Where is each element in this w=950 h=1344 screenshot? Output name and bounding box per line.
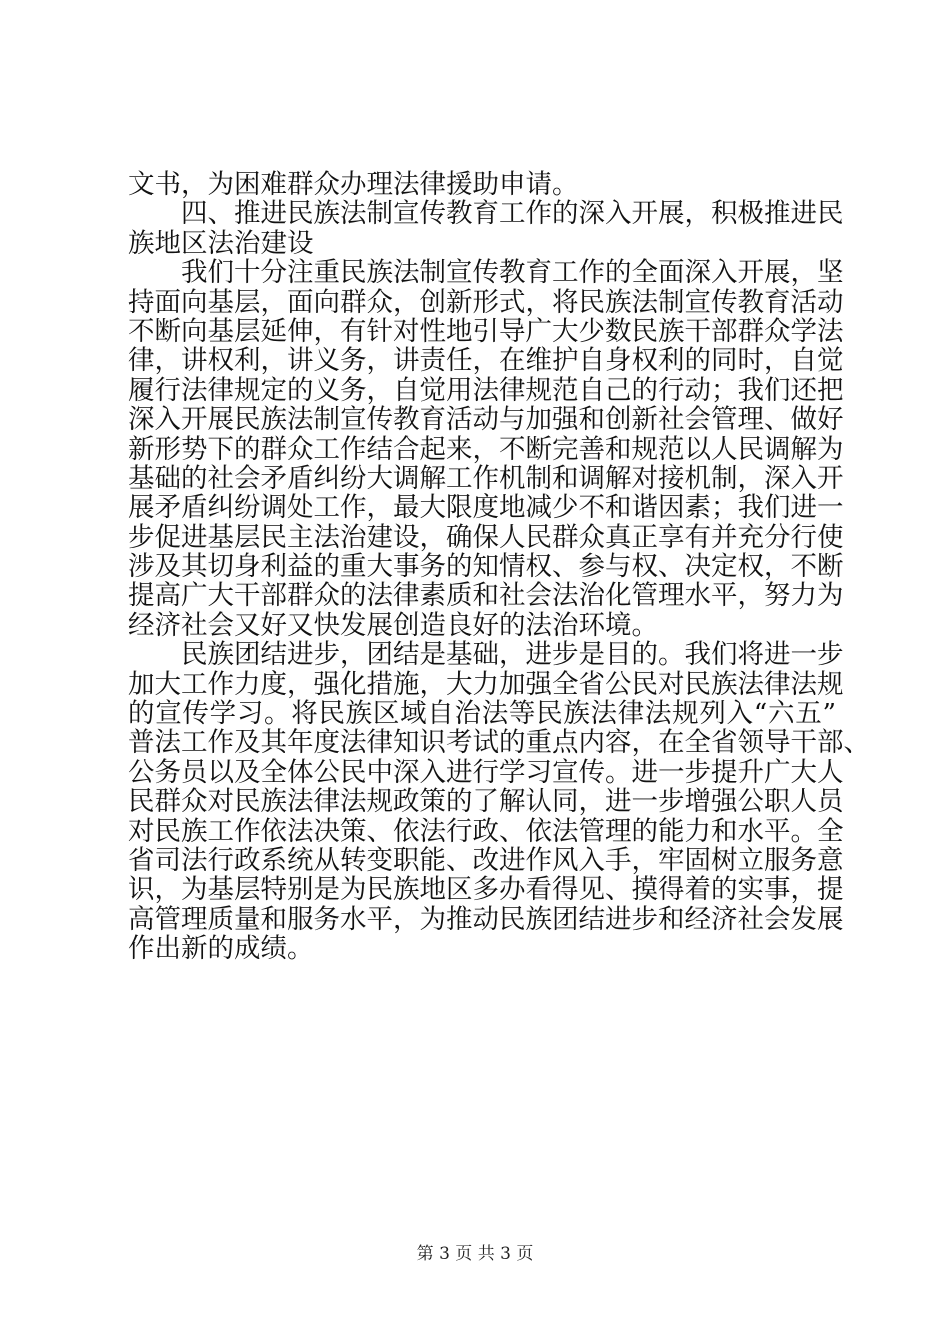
- text-line: 族地区法治建设: [128, 227, 314, 259]
- text-line: 高管理质量和服务水平，为推动民族团结进步和经济社会发展: [128, 903, 844, 935]
- text-line: 展矛盾纠纷调处工作，最大限度地减少不和谐因素；我们进一: [128, 492, 844, 524]
- text-line: 履行法律规定的义务，自觉用法律规范自己的行动；我们还把: [128, 374, 844, 406]
- text-line: 作出新的成绩。: [128, 933, 314, 965]
- text-line: 普法工作及其年度法律知识考试的重点内容，在全省领导干部、: [128, 727, 870, 759]
- text-line: 步促进基层民主法治建设，确保人民群众真正享有并充分行使: [128, 521, 844, 553]
- text-line: 持面向基层，面向群众，创新形式，将民族法制宣传教育活动: [128, 286, 844, 318]
- text-line: 基础的社会矛盾纠纷大调解工作机制和调解对接机制，深入开: [128, 462, 844, 494]
- text-line: 涉及其切身利益的重大事务的知情权、参与权、决定权，不断: [128, 551, 844, 583]
- text-line: 不断向基层延伸，有针对性地引导广大少数民族干部群众学法: [128, 315, 844, 347]
- text-line: 民群众对民族法律法规政策的了解认同，进一步增强公职人员: [128, 786, 844, 818]
- text-line: 识，为基层特别是为民族地区多办看得见、摸得着的实事，提: [128, 874, 844, 906]
- text-line: 公务员以及全体公民中深入进行学习宣传。进一步提升广大人: [128, 756, 844, 788]
- text-line: 加大工作力度，强化措施，大力加强全省公民对民族法律法规: [128, 668, 844, 700]
- text-line: 经济社会又好又快发展创造良好的法治环境。: [128, 609, 658, 641]
- text-line: 民族团结进步，团结是基础，进步是目的。我们将进一步: [128, 639, 844, 671]
- page-footer: 第 3 页 共 3 页: [416, 1244, 534, 1264]
- text-line: 新形势下的群众工作结合起来，不断完善和规范以人民调解为: [128, 433, 844, 465]
- text-line: 提高广大干部群众的法律素质和社会法治化管理水平，努力为: [128, 580, 844, 612]
- text-line: 我们十分注重民族法制宣传教育工作的全面深入开展，坚: [128, 257, 844, 289]
- text-line: 深入开展民族法制宣传教育活动与加强和创新社会管理、做好: [128, 404, 844, 436]
- text-line: 文书，为困难群众办理法律援助申请。: [128, 169, 579, 200]
- text-line: 的宣传学习。将民族区域自治法等民族法律法规列入“六五”: [128, 698, 836, 730]
- document-body: [128, 169, 870, 965]
- text-line: 对民族工作依法决策、依法行政、依法管理的能力和水平。全: [128, 815, 844, 847]
- text-line: 省司法行政系统从转变职能、改进作风入手，牢固树立服务意: [128, 844, 844, 876]
- text-line: 律，讲权利，讲义务，讲责任，在维护自身权利的同时，自觉: [128, 345, 844, 377]
- text-line: 四、推进民族法制宣传教育工作的深入开展，积极推进民: [128, 198, 844, 230]
